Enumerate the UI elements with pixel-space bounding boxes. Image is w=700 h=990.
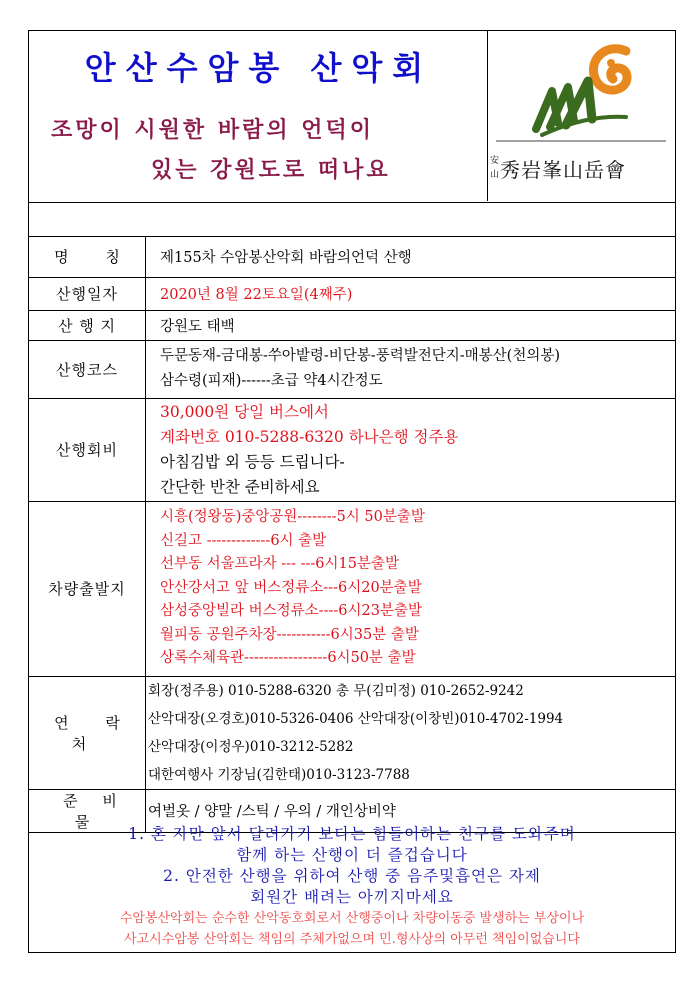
svg-text:安: 安 [490,156,500,166]
value-course [146,340,676,398]
contact-line: 대한여행사 기장님(김한태)010-3123-7788 [148,766,410,783]
value-fee [146,398,676,501]
note-line: 1. 혼 자만 앞서 달려가기 보다는 힘들어하는 친구를 도와주며 [128,825,576,843]
disclaimer-line: 수암봉산악회는 순수한 산악동호회로서 산행중이나 차량이동중 발생하는 부상이나 [119,911,585,926]
club-title: 안산수암봉 산악회 [84,49,434,87]
value-departure [146,501,676,676]
label-name: 명 칭 [29,237,146,277]
flyer-header [29,31,675,203]
row-date [29,277,675,310]
label-contact: 연 락 처 [29,676,146,789]
label-place: 산 행 지 [29,310,146,340]
row-fee [29,398,675,501]
row-name [29,237,675,277]
course-line: 두문동재-금대봉-쑤아밭령-비단봉-풍력발전단지-매봉산(천의봉) [160,348,560,364]
blank-row [29,203,675,237]
departure-line: 월피동 공원주차장-----------6시35분 출발 [160,626,419,643]
fee-line: 30,000원 당일 버스에서 [160,402,329,421]
disclaimer-line: 사고시수암봉 산악회는 책임의 주체가없으며 민.형사상의 아무런 책임이없습니다 [124,932,580,947]
departure-line: 상록수체육관-----------------6시50분 출발 [160,650,416,667]
svg-text:山: 山 [490,170,500,180]
mountain-logo-icon [488,31,674,201]
departure-line: 안산강서고 앞 버스정류소---6시20분출발 [160,579,422,596]
value-date: 2020년 8월 22토요일(4째주) [146,277,676,310]
row-place [29,310,675,340]
label-departure: 차량출발지 [29,501,146,676]
fee-line: 아침김밥 외 등등 드립니다- [160,452,345,471]
departure-line: 선부동 서울프라자 --- ---6시15분출발 [160,556,399,573]
row-departure [29,501,675,676]
note-line: 회원간 배려는 아끼지마세요 [250,888,454,906]
notes-section [29,818,675,952]
subtitle-line-1: 조망이 시원한 바람의 언덕이 [51,118,375,143]
label-fee: 산행회비 [29,398,146,501]
value-name: 제155차 수암봉산악회 바람의언덕 산행 [146,237,676,277]
course-line: 삼수령(피재)------초급 약4시간정도 [160,373,383,389]
departure-line: 삼성중앙빌라 버스정류소----6시23분출발 [160,603,422,620]
flyer-frame [28,30,676,953]
departure-line: 신길고 -------------6시 출발 [160,532,327,549]
club-logo [487,31,675,201]
row-contact [29,676,675,789]
contact-line: 산악대장(이정우)010-3212-5282 [148,738,354,755]
departure-line: 시흥(정왕동)중앙공원--------5시 50분출발 [160,509,425,526]
label-prep: 준 비 물 [29,789,146,832]
value-place: 강원도 태백 [146,310,676,340]
info-table [29,237,675,833]
contact-line: 산악대장(오경호)010-5326-0406 산악대장(이창빈)010-4702-1994 [148,710,564,727]
svg-text:秀岩峯山岳會: 秀岩峯山岳會 [500,158,626,182]
fee-account-line: 계좌번호 010-5288-6320 하나은행 정주용 [160,427,459,446]
note-line: 2. 안전한 산행을 위하여 산행 중 음주및흡연은 자제 [163,867,541,885]
row-course [29,340,675,398]
value-contact [146,676,676,789]
value-prep: 여벌옷 / 양말 /스틱 / 우의 / 개인상비약 [146,789,676,832]
contact-line: 회장(정주용) 010-5288-6320 총 무(김미정) 010-2652-9242 [148,682,524,699]
label-date: 산행일자 [29,277,146,310]
subtitle-line-2: 있는 강원도로 떠나요 [151,158,391,183]
label-course: 산행코스 [29,340,146,398]
fee-line: 간단한 반찬 준비하세요 [160,477,320,496]
note-line: 함께 하는 산행이 더 즐겁습니다 [236,846,468,864]
